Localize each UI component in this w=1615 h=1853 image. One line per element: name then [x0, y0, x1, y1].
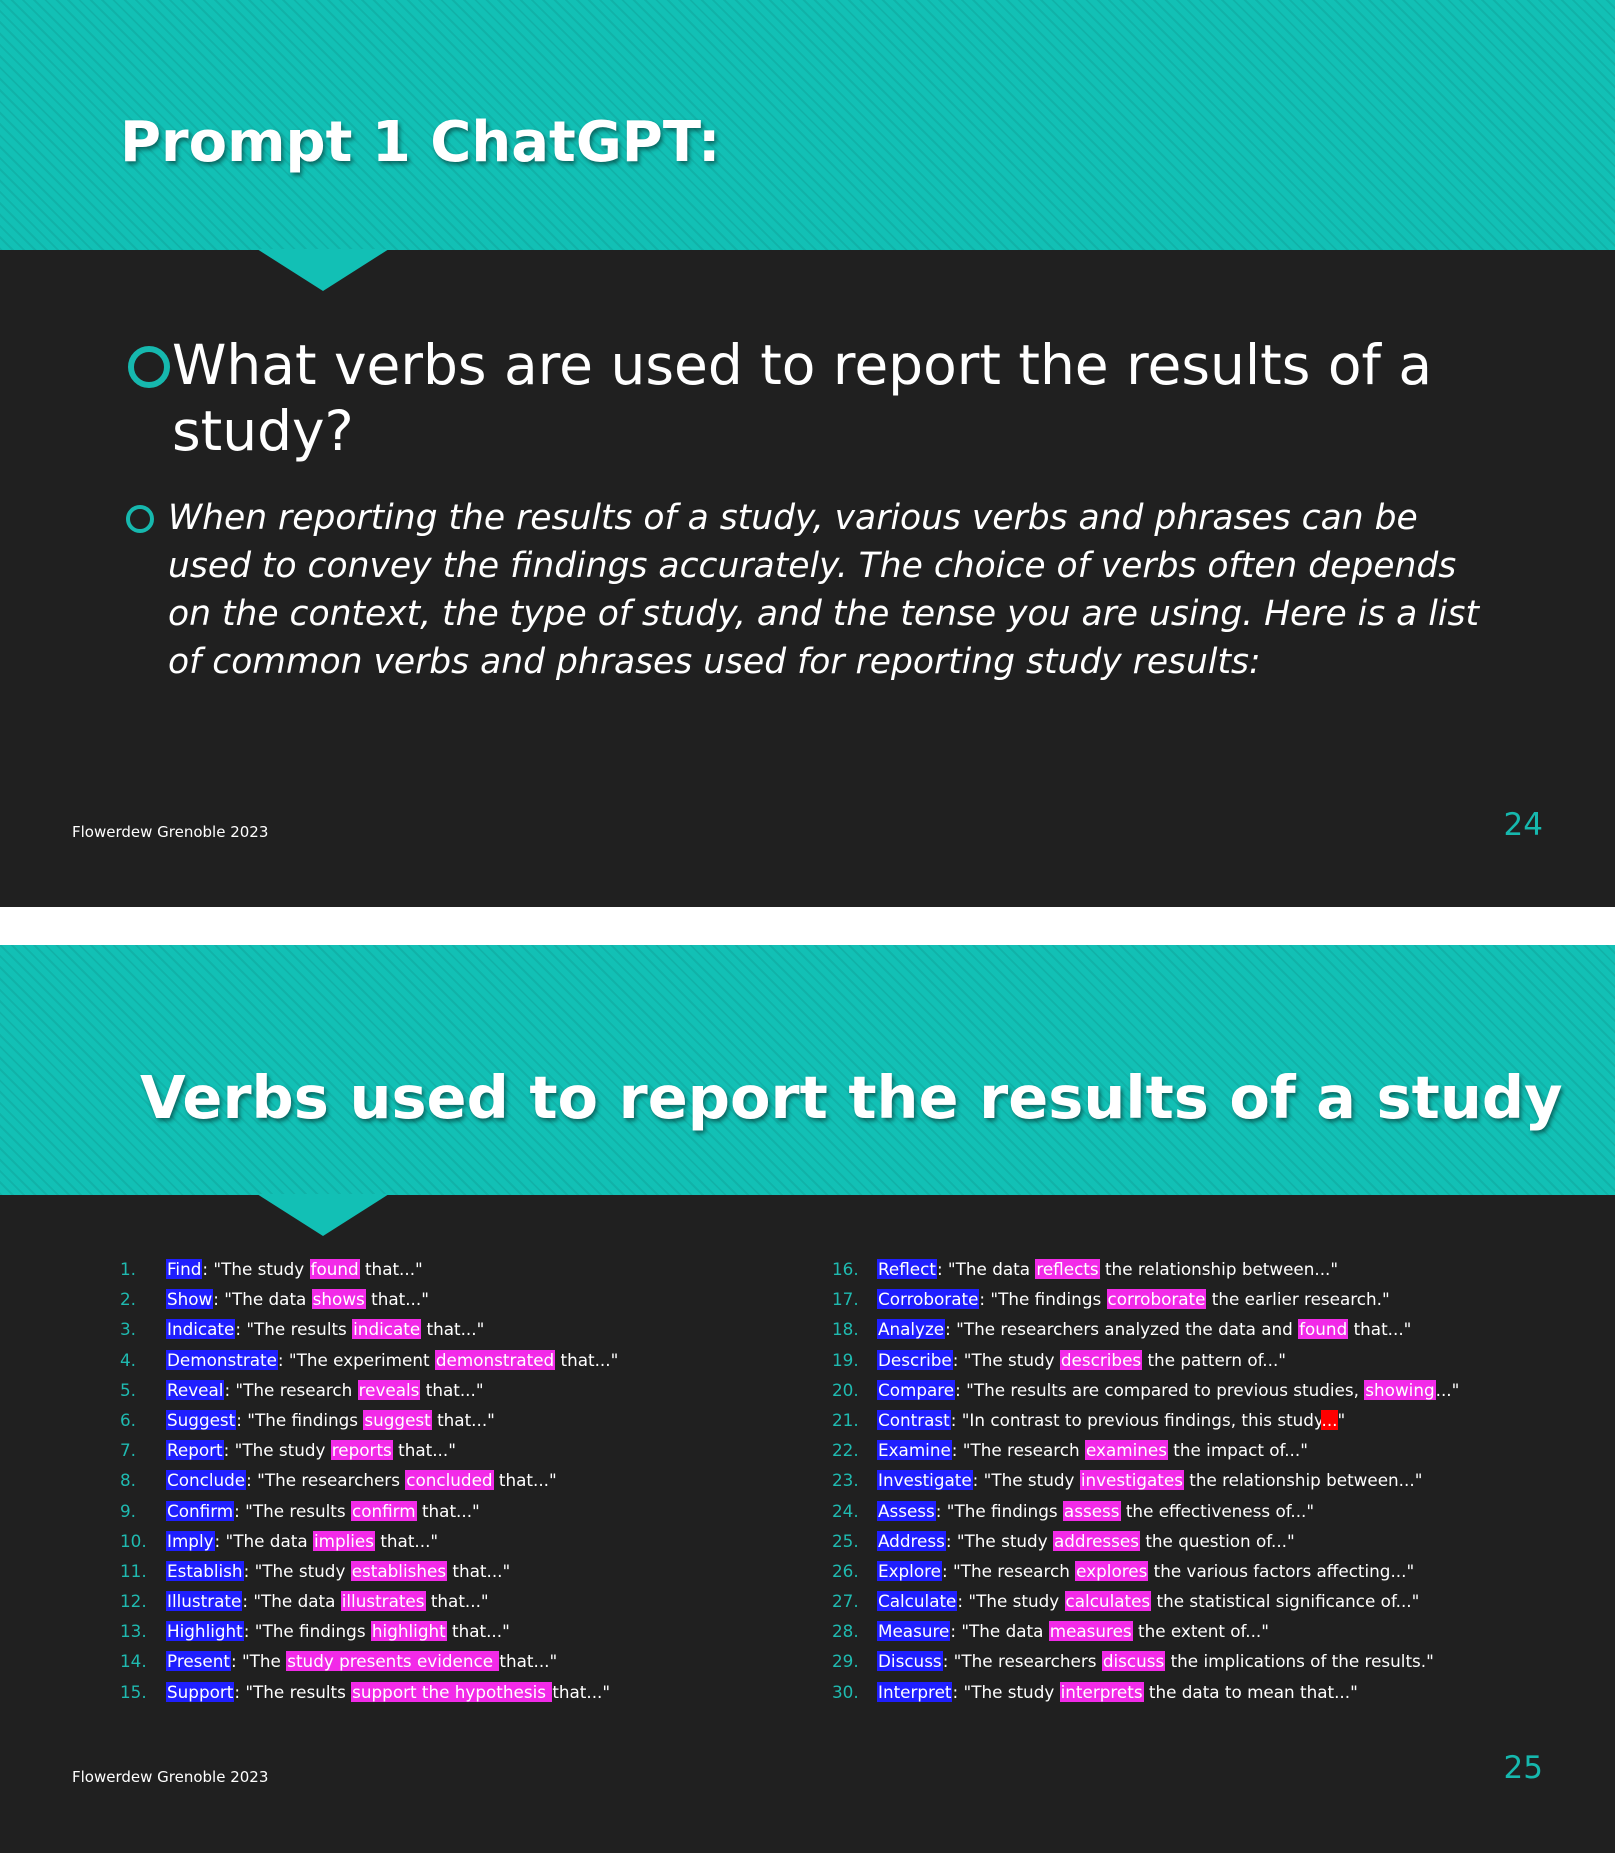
phrase-highlight: reveals [358, 1379, 420, 1400]
verb-highlight: Interpret [878, 1681, 952, 1702]
phrase-highlight: found [1299, 1319, 1348, 1340]
example-prefix: : "The findings [236, 1409, 364, 1430]
item-entry [877, 1375, 1459, 1405]
example-prefix: : "In contrast to previous findings, this study [950, 1409, 1322, 1430]
example-prefix: : "The research [941, 1560, 1076, 1581]
item-number: 1. [120, 1259, 137, 1279]
verb-highlight: Compare [878, 1379, 955, 1400]
verb-highlight: Present [167, 1651, 230, 1672]
item-number: 19. [832, 1349, 859, 1370]
example-prefix: : "The results are compared to previous studies, [955, 1379, 1365, 1400]
item-entry [166, 1496, 480, 1526]
phrase-highlight: measures [1049, 1621, 1132, 1642]
example-suffix: the extent of..." [1132, 1621, 1269, 1642]
phrase-highlight: assess [1063, 1500, 1120, 1521]
verb-highlight: Calculate [878, 1591, 957, 1612]
phrase-highlight: explores [1076, 1560, 1148, 1581]
item-number: 23. [832, 1470, 859, 1491]
verb-highlight: Reflect [878, 1259, 936, 1279]
verb-highlight: Measure [878, 1621, 950, 1642]
example-suffix: that..." [446, 1621, 510, 1642]
verb-highlight: Indicate [167, 1319, 235, 1340]
phrase-highlight: corroborate [1107, 1289, 1206, 1310]
phrase-highlight: suggest [364, 1409, 431, 1430]
item-number: 16. [832, 1259, 859, 1279]
example-prefix: : "The study [952, 1681, 1060, 1702]
example-prefix: : "The findings [243, 1621, 371, 1642]
example-suffix: the relationship between..." [1099, 1259, 1339, 1279]
example-prefix: : "The experiment [277, 1349, 435, 1370]
header-notch [257, 1194, 389, 1236]
item-entry [877, 1677, 1358, 1707]
item-number: 21. [832, 1409, 859, 1430]
example-suffix: the statistical significance of..." [1151, 1591, 1420, 1612]
slide-title: Prompt 1 ChatGPT: [120, 110, 721, 175]
example-suffix: that..." [416, 1500, 480, 1521]
example-prefix: : "The [230, 1651, 287, 1672]
example-suffix: that..." [493, 1470, 557, 1491]
phrase-highlight: study presents evidence [287, 1651, 499, 1672]
verb-highlight: Reveal [167, 1379, 224, 1400]
slide-24 [0, 0, 1615, 907]
verb-highlight: Demonstrate [167, 1349, 277, 1370]
item-entry [877, 1254, 1338, 1284]
bullet-ring-icon [126, 505, 154, 533]
phrase-highlight: shows [312, 1289, 365, 1310]
example-suffix: that..." [420, 1379, 484, 1400]
example-suffix: the relationship between..." [1183, 1470, 1423, 1491]
example-prefix: : "The findings [935, 1500, 1063, 1521]
verb-highlight: Illustrate [167, 1591, 242, 1612]
item-number: 28. [832, 1621, 859, 1642]
example-suffix: " [1337, 1409, 1346, 1430]
phrase-highlight: examines [1085, 1440, 1167, 1461]
phrase-highlight: calculates [1065, 1591, 1151, 1612]
verb-highlight: Suggest [167, 1409, 236, 1430]
example-suffix: the impact of..." [1167, 1440, 1308, 1461]
item-entry [877, 1526, 1295, 1556]
item-number: 12. [120, 1591, 147, 1612]
item-number: 26. [832, 1560, 859, 1581]
verb-highlight: Analyze [878, 1319, 945, 1340]
example-suffix: that..." [359, 1259, 423, 1279]
example-suffix: that..." [447, 1560, 511, 1581]
example-prefix: : "The study [945, 1530, 1053, 1551]
bullet-ring-icon [128, 346, 170, 388]
item-number: 25. [832, 1530, 859, 1551]
verb-highlight: Find [167, 1259, 202, 1279]
phrase-highlight: ... [1321, 1409, 1338, 1430]
item-number: 27. [832, 1591, 859, 1612]
item-number: 14. [120, 1651, 147, 1672]
example-prefix: : "The findings [979, 1289, 1107, 1310]
item-number: 5. [120, 1379, 137, 1400]
item-entry [166, 1646, 557, 1676]
item-number: 13. [120, 1621, 147, 1642]
item-number: 6. [120, 1409, 137, 1430]
item-entry [877, 1496, 1314, 1526]
footer-text: Flowerdew Grenoble 2023 [72, 823, 269, 841]
item-entry [877, 1586, 1419, 1616]
page-number: 24 [1503, 807, 1543, 843]
verb-highlight: Establish [167, 1560, 243, 1581]
item-entry [166, 1254, 423, 1284]
example-suffix: that..." [375, 1530, 439, 1551]
phrase-highlight: discuss [1102, 1651, 1165, 1672]
item-entry [166, 1345, 618, 1375]
verb-highlight: Confirm [167, 1500, 234, 1521]
slide-title: Verbs used to report the results of a study [140, 1063, 1563, 1132]
example-prefix: : "The research [951, 1440, 1085, 1461]
footer-text: Flowerdew Grenoble 2023 [72, 1768, 269, 1786]
phrase-highlight: interprets [1060, 1681, 1143, 1702]
item-number: 18. [832, 1319, 859, 1340]
example-suffix: the pattern of..." [1142, 1349, 1287, 1370]
item-entry [166, 1677, 610, 1707]
verb-highlight: Conclude [167, 1470, 246, 1491]
item-number: 24. [832, 1500, 859, 1521]
example-prefix: : "The data [242, 1591, 341, 1612]
item-entry [166, 1465, 557, 1495]
example-suffix: the data to mean that..." [1143, 1681, 1358, 1702]
verb-highlight: Describe [878, 1349, 952, 1370]
phrase-highlight: investigates [1080, 1470, 1183, 1491]
phrase-highlight: confirm [351, 1500, 416, 1521]
item-entry [877, 1556, 1414, 1586]
example-prefix: : "The data [213, 1289, 312, 1310]
item-entry [877, 1284, 1390, 1314]
verb-highlight: Contrast [878, 1409, 950, 1430]
verb-highlight: Corroborate [878, 1289, 979, 1310]
example-prefix: : "The data [950, 1621, 1049, 1642]
item-entry [877, 1314, 1411, 1344]
item-number: 8. [120, 1470, 137, 1491]
phrase-highlight: indicate [353, 1319, 421, 1340]
example-suffix: that..." [499, 1651, 558, 1672]
item-entry [166, 1586, 489, 1616]
phrase-highlight: demonstrated [435, 1349, 555, 1370]
example-suffix: that..." [392, 1440, 456, 1461]
example-suffix: the various factors affecting..." [1148, 1560, 1415, 1581]
item-number: 10. [120, 1530, 147, 1551]
verb-highlight: Address [878, 1530, 945, 1551]
phrase-highlight: illustrates [341, 1591, 425, 1612]
phrase-highlight: support the hypothesis [352, 1681, 552, 1702]
example-prefix: : "The data [936, 1259, 1036, 1279]
example-prefix: : "The study [957, 1591, 1065, 1612]
phrase-highlight: concluded [406, 1470, 493, 1491]
example-prefix: : "The results [234, 1681, 352, 1702]
page-number: 25 [1503, 1750, 1543, 1786]
verb-highlight: Examine [878, 1440, 951, 1461]
item-number: 3. [120, 1319, 137, 1340]
answer-text: When reporting the results of a study, various verbs and phrases can be used to convey the findings accurately. The choice of verbs often depends on the context, the type of study, and the tense you are using. Here is a list of common verbs and phrases used for reporting study results: [168, 498, 1479, 682]
item-number: 20. [832, 1379, 859, 1400]
example-suffix: the earlier research." [1206, 1289, 1390, 1310]
verb-highlight: Discuss [878, 1651, 942, 1672]
verb-highlight: Assess [878, 1500, 935, 1521]
example-prefix: : "The research [224, 1379, 358, 1400]
phrase-highlight: reports [331, 1440, 392, 1461]
item-entry [877, 1616, 1269, 1646]
example-prefix: : "The study [223, 1440, 331, 1461]
example-suffix: ..." [1435, 1379, 1460, 1400]
phrase-highlight: showing [1365, 1379, 1435, 1400]
example-prefix: : "The researchers [942, 1651, 1102, 1672]
phrase-highlight: describes [1060, 1349, 1142, 1370]
item-entry [877, 1465, 1422, 1495]
item-number: 9. [120, 1500, 137, 1521]
item-entry [166, 1405, 495, 1435]
item-number: 17. [832, 1289, 859, 1310]
item-entry [166, 1284, 429, 1314]
verb-highlight: Report [167, 1440, 223, 1461]
item-entry [166, 1435, 456, 1465]
example-suffix: that..." [431, 1409, 495, 1430]
example-prefix: : "The data [214, 1530, 313, 1551]
item-entry [877, 1435, 1308, 1465]
phrase-highlight: implies [313, 1530, 374, 1551]
question-text: What verbs are used to report the results of a study? [172, 333, 1433, 463]
verb-highlight: Investigate [878, 1470, 972, 1491]
example-prefix: : "The study [972, 1470, 1080, 1491]
phrase-highlight: highlight [371, 1621, 446, 1642]
example-prefix: : "The study [202, 1259, 310, 1279]
example-suffix: that..." [1348, 1319, 1412, 1340]
verb-highlight: Imply [167, 1530, 214, 1551]
item-number: 2. [120, 1289, 137, 1310]
example-suffix: that..." [555, 1349, 619, 1370]
example-suffix: that..." [421, 1319, 485, 1340]
item-entry [166, 1526, 438, 1556]
verb-highlight: Highlight [167, 1621, 243, 1642]
item-number: 11. [120, 1560, 147, 1581]
example-suffix: that..." [365, 1289, 429, 1310]
item-entry [877, 1646, 1434, 1676]
example-suffix: the implications of the results." [1165, 1651, 1434, 1672]
item-number: 15. [120, 1681, 147, 1702]
example-prefix: : "The results [234, 1500, 351, 1521]
item-entry [877, 1345, 1286, 1375]
header-notch [257, 249, 389, 291]
item-entry [166, 1556, 510, 1586]
verb-highlight: Explore [878, 1560, 941, 1581]
example-suffix: that..." [425, 1591, 489, 1612]
item-number: 29. [832, 1651, 859, 1672]
example-prefix: : "The researchers analyzed the data and [945, 1319, 1299, 1340]
phrase-highlight: establishes [351, 1560, 447, 1581]
item-entry [166, 1616, 510, 1646]
example-suffix: that..." [552, 1681, 611, 1702]
example-suffix: the question of..." [1139, 1530, 1295, 1551]
phrase-highlight: found [310, 1259, 359, 1279]
item-number: 7. [120, 1440, 137, 1461]
example-prefix: : "The study [243, 1560, 351, 1581]
example-prefix: : "The researchers [246, 1470, 406, 1491]
example-prefix: : "The results [235, 1319, 353, 1340]
item-entry [166, 1375, 484, 1405]
verb-highlight: Support [167, 1681, 234, 1702]
item-entry [166, 1314, 484, 1344]
example-prefix: : "The study [952, 1349, 1060, 1370]
verb-highlight: Show [167, 1289, 213, 1310]
phrase-highlight: addresses [1053, 1530, 1139, 1551]
item-number: 30. [832, 1681, 859, 1702]
phrase-highlight: reflects [1036, 1259, 1099, 1279]
example-suffix: the effectiveness of..." [1120, 1500, 1315, 1521]
item-number: 22. [832, 1440, 859, 1461]
item-entry [877, 1405, 1345, 1435]
item-number: 4. [120, 1349, 137, 1370]
